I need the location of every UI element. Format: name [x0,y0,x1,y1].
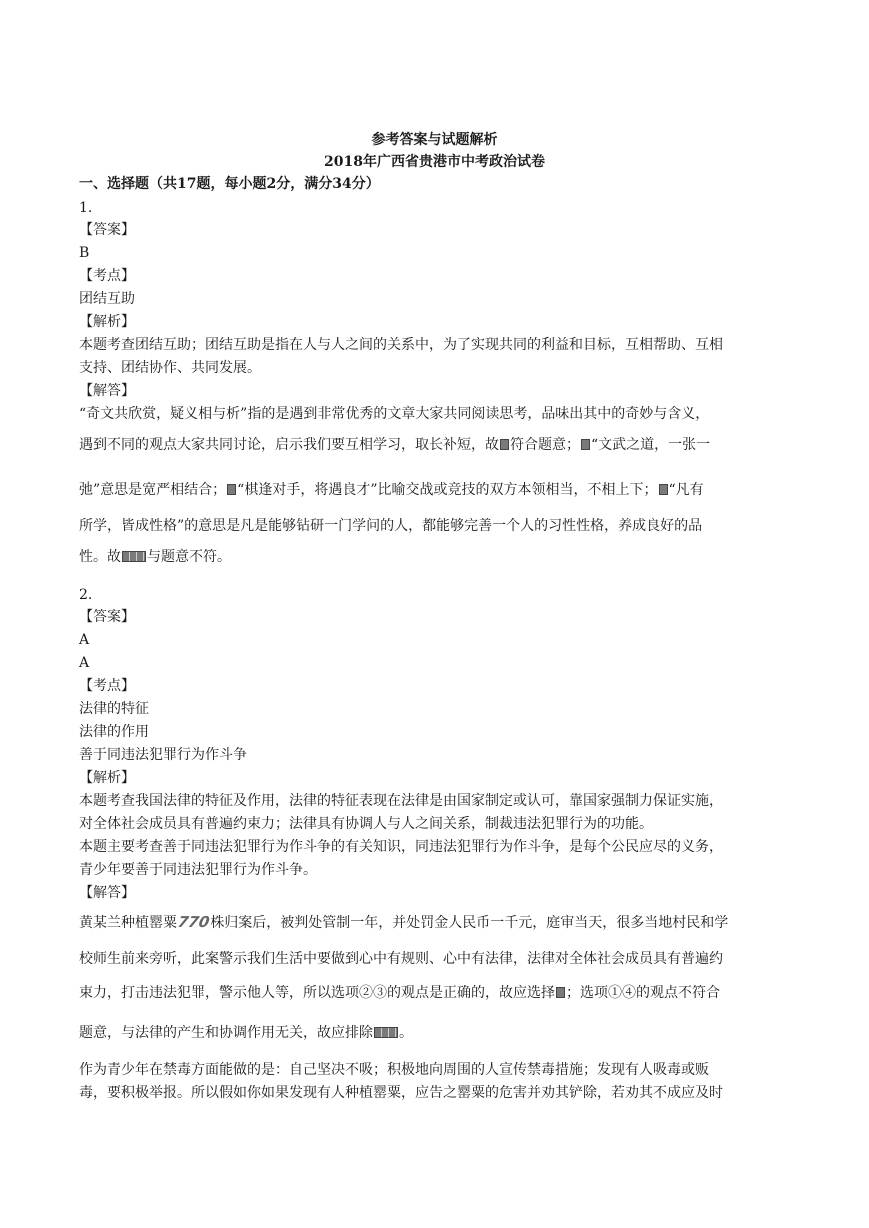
q2-kaodian: 法律的特征 [79,701,149,717]
text-segment: 黄某兰种植罂粟 [79,915,177,931]
q2-jiexi-tag: 【解析】 [79,770,135,786]
q2-number: 2. [79,587,93,603]
q2-jiexi-line: 对全体社会成员具有普遍约束力；法律具有协调人与人之间关系，制裁违法犯罪行为的功能。 [79,816,653,832]
q2-answer-tag: 【答案】 [79,609,135,625]
q2-answer: A [79,632,90,648]
text-segment: 弛”意思是宽严相结合； [79,482,227,498]
q1-jieda-line [79,548,791,566]
option-image-icon [581,439,590,450]
exam-title: 2018年广西省贵港市中考政治试卷 [324,154,545,170]
q2-jiexi-line: 青少年要善于同违法犯罪行为作斗争。 [79,862,317,878]
q2-jieda-line [79,984,791,1002]
text-segment: “棋逢对手，将遇良才”比喻交战或竞技的双方本领相当，不相上下； [237,482,658,498]
q2-jieda-line: 作为青少年在禁毒方面能做的是：自己坚决不吸；积极地向周围的人宣传禁毒措施；发现有人吸毒或贩 [79,1062,709,1078]
q2-answer: A [79,655,90,671]
text-segment: “文武之道，一张一 [591,437,711,453]
q1-jieda-tag: 【解答】 [79,383,135,399]
q1-jieda-line: 所学，皆成性格”的意思是凡是能够钻研一门学问的人，都能够完善一个人的习性性格，养成良好的品 [79,518,703,534]
q1-kaodian-tag: 【考点】 [79,268,135,284]
text-segment: 与题意不符。 [147,549,231,565]
document-title: 参考答案与试题解析 [371,132,498,148]
q2-jieda-line [79,913,791,932]
text-segment: 符合题意； [510,437,580,453]
q1-jiexi-line: 支持、团结协作、共同发展。 [79,360,261,376]
text-segment: 遇到不同的观点大家共同讨论，启示我们要互相学习，取长补短，故 [79,437,499,453]
options-image-icon [122,551,146,562]
q1-answer-tag: 【答案】 [79,222,135,238]
q1-kaodian: 团结互助 [79,291,135,307]
option-image-icon [659,484,668,495]
q1-jieda-line [79,481,791,499]
q1-jieda-line [79,436,791,454]
option-image-icon [500,439,509,450]
q1-answer: B [79,245,90,261]
q2-jieda-line: 校师生前来旁听，此案警示我们生活中要做到心中有规则、心中有法律，法律对全体社会成员具有普遍约 [79,951,723,967]
q2-jieda-line: 毒，要积极举报。所以假如你如果发现有人种植罂粟，应告之罂粟的危害并劝其铲除，若劝其不成应及时 [79,1085,723,1101]
option-image-icon [227,484,236,495]
q2-jiexi-line: 本题考查我国法律的特征及作用，法律的特征表现在法律是由国家制定或认可，靠国家强制力保证实施， [79,793,723,809]
q1-number: 1. [79,200,93,216]
q2-kaodian: 法律的作用 [79,724,149,740]
option-image-icon [556,987,565,998]
q1-jiexi-tag: 【解析】 [79,314,135,330]
q2-jieda-tag: 【解答】 [79,885,135,901]
text-segment: 束力，打击违法犯罪，警示他人等，所以选项②③的观点是正确的，故应选择 [79,985,555,1001]
q2-kaodian-tag: 【考点】 [79,678,135,694]
text-segment: ；选项①④的观点不符合 [566,985,720,1001]
watermark-number: 770 [176,913,211,931]
q2-jieda-line [79,1024,791,1042]
section-heading: 一、选择题（共17题，每小题2分，满分34分） [79,176,380,192]
text-segment: 性。故 [79,549,121,565]
text-segment: 株归案后，被判处管制一年，并处罚金人民币一千元，庭审当天，很多当地村民和学 [210,915,729,931]
q1-jieda-line: “奇文共欣赏，疑义相与析”指的是遇到非常优秀的文章大家共同阅读思考，品味出其中的奇妙与含义， [79,406,710,422]
text-segment: “凡有 [668,482,704,498]
q1-jiexi-line: 本题考查团结互助；团结互助是指在人与人之间的关系中，为了实现共同的利益和目标，互相帮助、互相 [79,337,723,353]
q2-jiexi-line: 本题主要考查善于同违法犯罪行为作斗争的有关知识，同违法犯罪行为作斗争，是每个公民应尽的义务， [79,839,723,855]
text-segment: 题意，与法律的产生和协调作用无关，故应排除 [79,1025,373,1041]
text-segment: 。 [399,1025,413,1041]
q2-kaodian: 善于同违法犯罪行为作斗争 [79,747,247,763]
options-image-icon [374,1027,398,1038]
